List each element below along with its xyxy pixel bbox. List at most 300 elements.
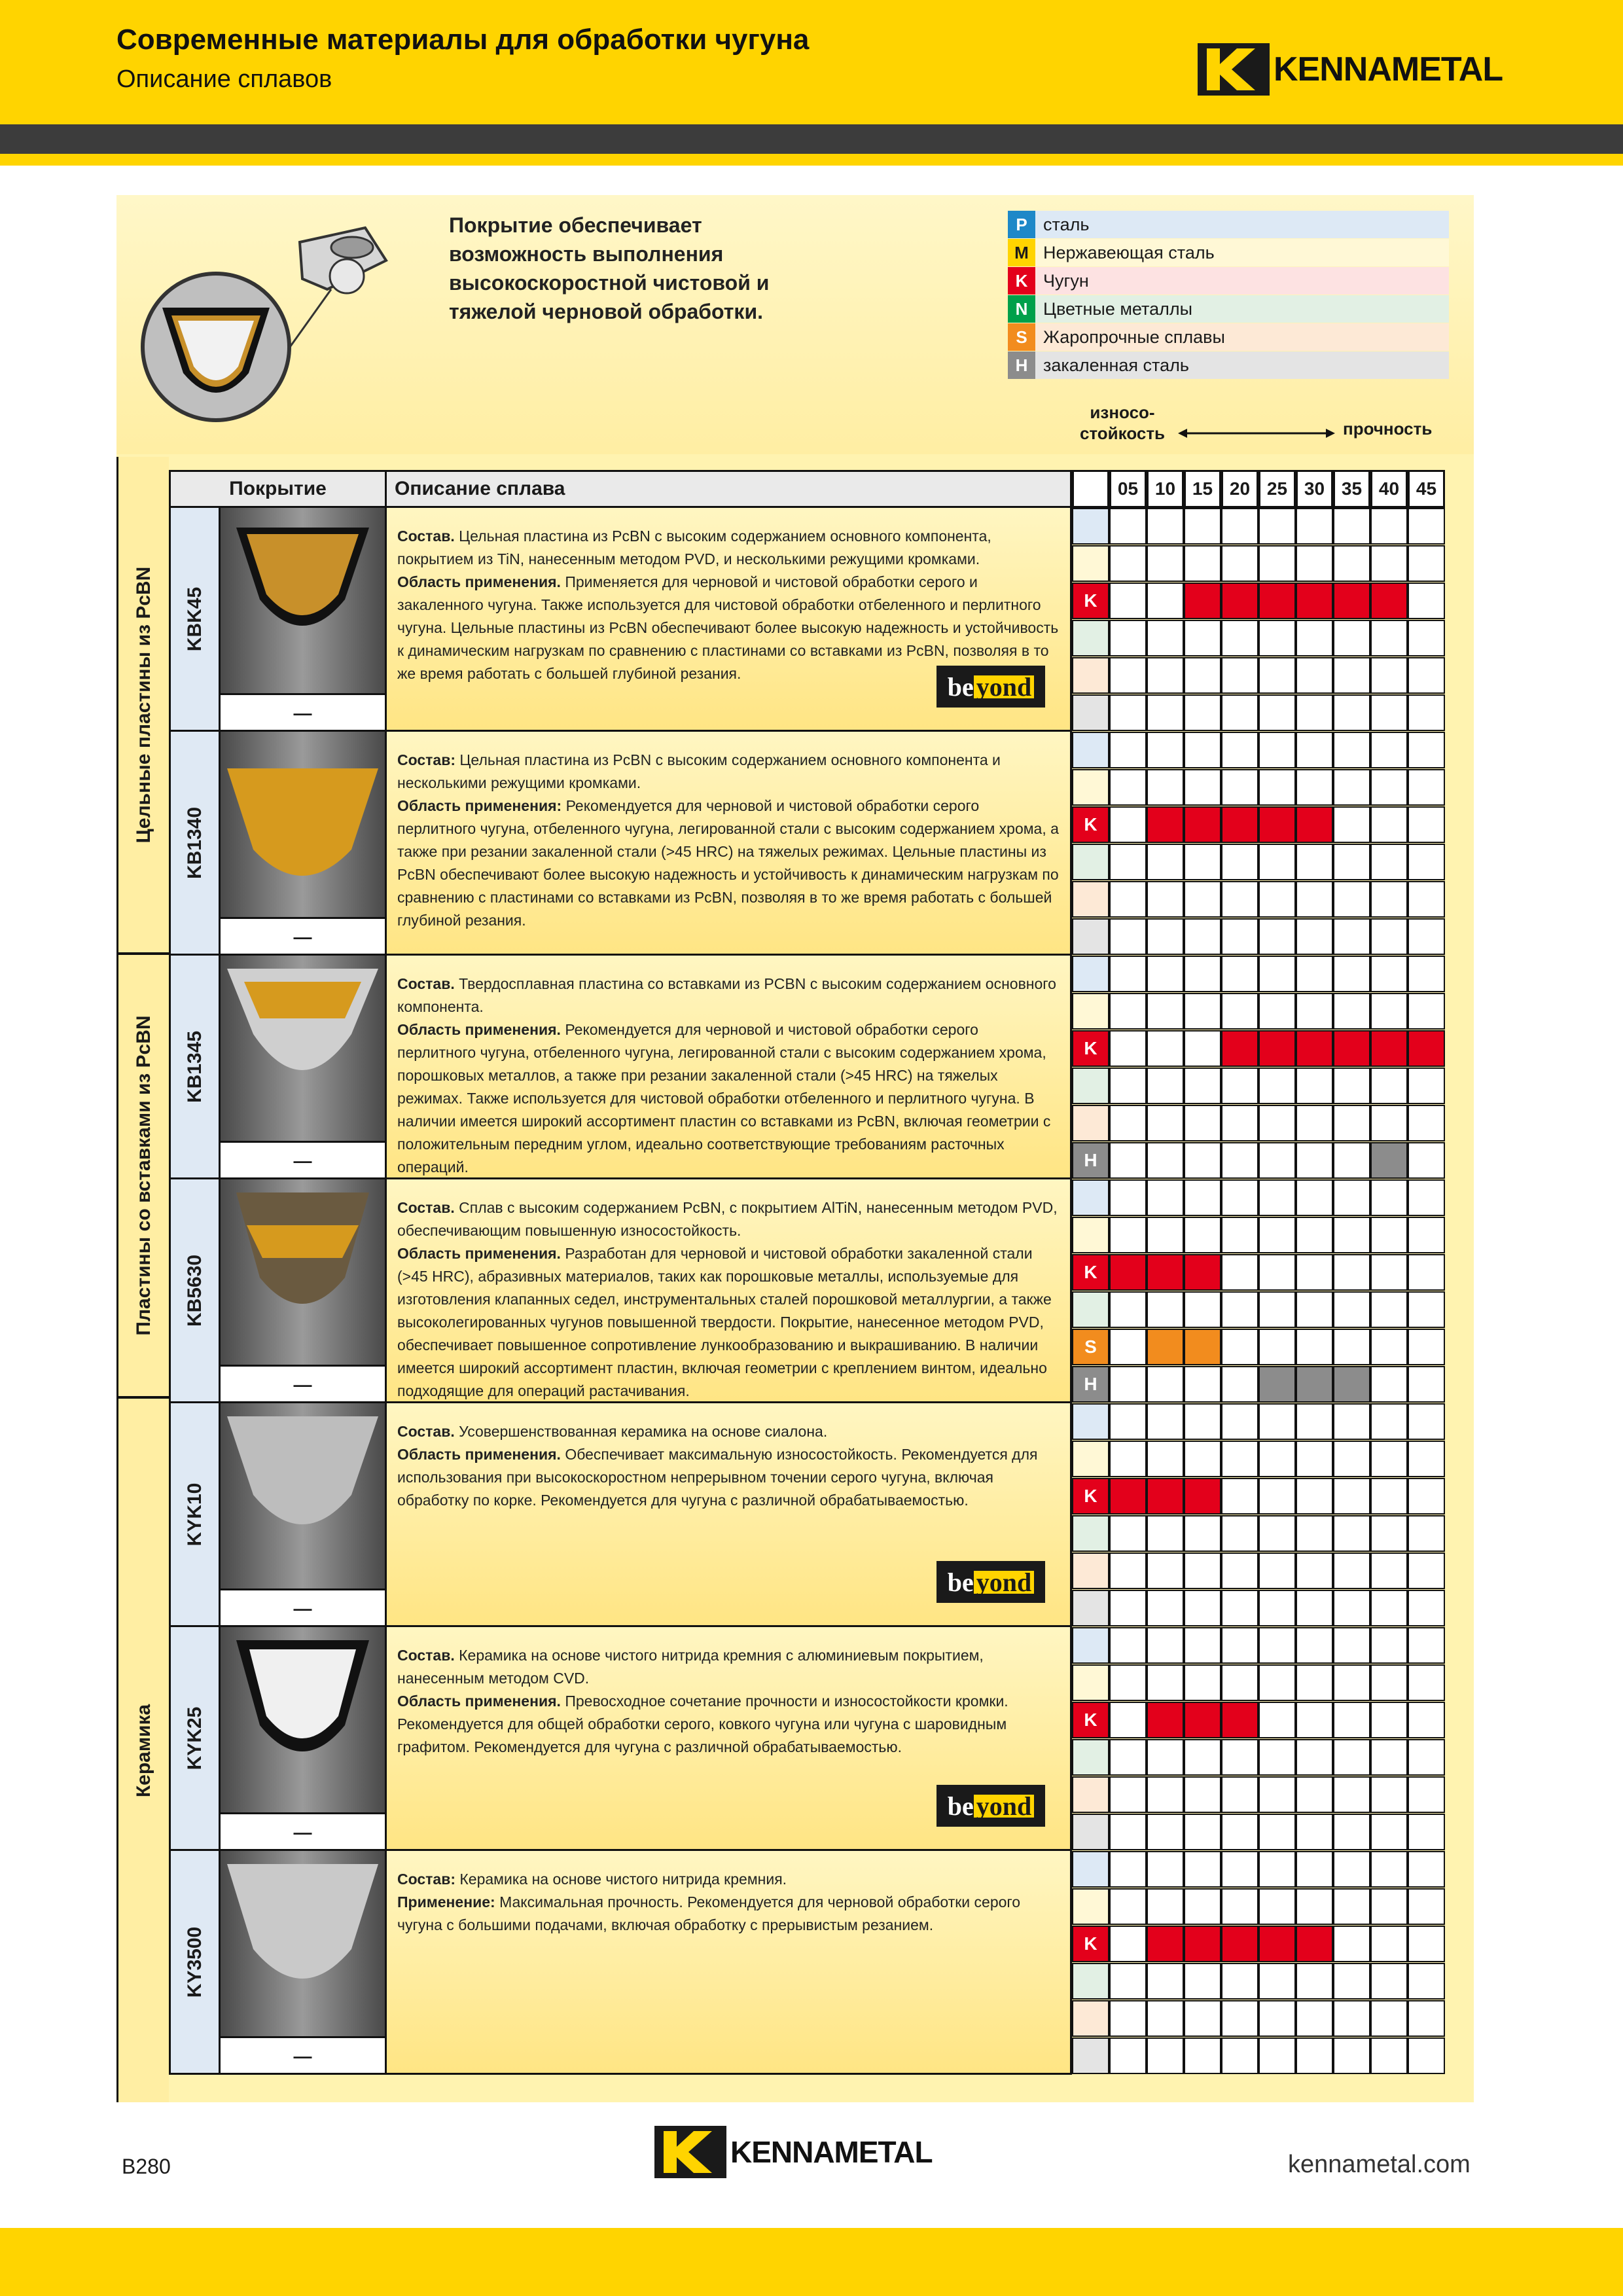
legend-label-m: Нержавеющая сталь — [1035, 239, 1449, 266]
grid-cell — [1109, 1739, 1147, 1776]
grid-cell — [1221, 1403, 1258, 1440]
section-ceramics — [116, 1397, 169, 2102]
grid-cell — [1109, 1963, 1147, 2000]
grid-cell — [1370, 956, 1408, 992]
grid-cell — [1258, 1888, 1296, 1925]
grid-cell — [1147, 2037, 1184, 2074]
grid-cell — [1296, 1254, 1333, 1291]
application-text: Максимальная прочность. Рекомендуется для черновой обработки серого чугуна с большими подачами, включая обработку с прерывистым резанием. — [397, 1893, 1021, 1933]
grid-cell — [1109, 620, 1147, 656]
grid-material-cell — [1072, 657, 1109, 694]
material-legend — [1008, 211, 1449, 380]
grid-cell — [1370, 918, 1408, 955]
grid-cell-filled — [1184, 1478, 1221, 1515]
legend-row-h — [1008, 351, 1449, 379]
coating-cell — [221, 732, 387, 954]
legend-row-n — [1008, 295, 1449, 323]
grid-cell — [1296, 657, 1333, 694]
grid-material-cell — [1072, 1814, 1109, 1850]
grid-cell — [1184, 732, 1221, 768]
grid-cell — [1370, 1179, 1408, 1216]
grade-description — [387, 956, 1070, 1177]
coating-cell — [221, 1851, 387, 2073]
grid-cell — [1147, 732, 1184, 768]
grid-material-cell — [1072, 993, 1109, 1030]
grid-cell — [1408, 1329, 1445, 1365]
grid-cell — [1370, 1552, 1408, 1589]
grid-cell — [1221, 844, 1258, 880]
grid-cell — [1147, 1627, 1184, 1664]
grid-cell — [1258, 545, 1296, 582]
grid-material-cell — [1072, 918, 1109, 955]
grid-cell — [1109, 1702, 1147, 1738]
grid-cell — [1333, 1814, 1370, 1850]
grid-cell — [1184, 1851, 1221, 1888]
legend-label-h: закаленная сталь — [1035, 351, 1449, 379]
application-label: Область применения. — [397, 1693, 565, 1710]
grid-cell — [1333, 1329, 1370, 1365]
grid-cell — [1370, 1403, 1408, 1440]
insert-edge-icon — [221, 1627, 385, 1812]
beyond-logo — [936, 1785, 1045, 1827]
grid-cell — [1370, 881, 1408, 918]
grade-row-kyk10 — [169, 1403, 1072, 1627]
grid-cell — [1184, 918, 1221, 955]
grid-cell — [1296, 1888, 1333, 1925]
grid-cell — [1408, 1664, 1445, 1701]
grid-cell — [1296, 1702, 1333, 1738]
grid-cell-filled — [1370, 1030, 1408, 1067]
grid-cell — [1109, 694, 1147, 731]
application-label: Область применения. — [397, 1446, 565, 1463]
grid-cell — [1333, 620, 1370, 656]
grid-cell — [1408, 694, 1445, 731]
grid-cell — [1370, 844, 1408, 880]
grid-cell — [1258, 620, 1296, 656]
grid-cell — [1370, 1851, 1408, 1888]
grade-description — [387, 508, 1070, 730]
grid-cell — [1147, 1105, 1184, 1141]
website-link[interactable]: kennametal.com — [1288, 2151, 1471, 2178]
grid-cell — [1258, 1590, 1296, 1626]
insert-cross-section-image — [221, 508, 385, 693]
grid-cell — [1408, 657, 1445, 694]
grid-cell — [1109, 1030, 1147, 1067]
grid-cell — [1221, 1067, 1258, 1104]
grid-material-badge: K — [1072, 1030, 1109, 1067]
grid-cell — [1109, 1105, 1147, 1141]
grid-cell — [1370, 1366, 1408, 1403]
grid-cell — [1147, 1403, 1184, 1440]
grid-material-cell — [1072, 2037, 1109, 2074]
grid-cell — [1184, 1963, 1221, 2000]
grid-cell-filled — [1258, 583, 1296, 619]
grid-cell-filled — [1221, 1702, 1258, 1738]
grid-cell — [1109, 1142, 1147, 1179]
brand-wordmark: KENNAMETAL — [730, 2135, 933, 2169]
grid-cell — [1370, 1590, 1408, 1626]
grid-cell — [1408, 1105, 1445, 1141]
coating-value: — — [221, 1588, 385, 1625]
grid-cell — [1109, 583, 1147, 619]
grid-cell — [1147, 545, 1184, 582]
grid-cell-filled — [1147, 1478, 1184, 1515]
grid-material-cell — [1072, 1217, 1109, 1253]
grid-cell — [1184, 1776, 1221, 1813]
grid-cell — [1296, 1403, 1333, 1440]
insert-edge-icon — [221, 1403, 385, 1588]
grid-cell — [1109, 1441, 1147, 1477]
composition-text: Керамика на основе чистого нитрида кремния с алюминиевым покрытием, нанесенным методом CVD. — [397, 1647, 984, 1687]
grid-cell — [1147, 1142, 1184, 1179]
grid-material-badge: K — [1072, 1478, 1109, 1515]
grid-cell — [1408, 2000, 1445, 2037]
grid-cell — [1258, 1814, 1296, 1850]
composition-label: Состав. — [397, 1423, 459, 1440]
grid-cell — [1221, 1105, 1258, 1141]
grade-name: KB5630 — [183, 1254, 205, 1327]
coating-cell — [221, 1179, 387, 1401]
grid-cell — [1221, 956, 1258, 992]
grid-cell — [1258, 1329, 1296, 1365]
grid-cell — [1221, 1590, 1258, 1626]
grid-cell — [1147, 657, 1184, 694]
grid-cell — [1147, 881, 1184, 918]
grid-cell — [1370, 1217, 1408, 1253]
legend-label-n: Цветные металлы — [1035, 295, 1449, 323]
grid-col-label: 30 — [1296, 470, 1333, 508]
grid-cell — [1370, 1254, 1408, 1291]
description-text — [397, 1420, 1061, 1512]
grid-cell — [1333, 2037, 1370, 2074]
grid-cell — [1370, 1067, 1408, 1104]
double-arrow-icon — [1178, 427, 1335, 440]
application-label: Область применения. — [397, 573, 565, 590]
grid-cell — [1258, 1403, 1296, 1440]
grid-cell — [1333, 1926, 1370, 1962]
coating-value: — — [221, 917, 385, 954]
grade-name-cell — [171, 1179, 221, 1401]
grid-cell — [1370, 1888, 1408, 1925]
beyond-logo-text: be — [947, 1567, 974, 1597]
composition-text: Твердосплавная пластина со вставками из PCBN с высоким содержанием основного компонента. — [397, 975, 1056, 1015]
composition-label: Состав. — [397, 1199, 459, 1216]
grid-cell — [1408, 732, 1445, 768]
grid-cell — [1408, 1142, 1445, 1179]
grid-cell — [1221, 1739, 1258, 1776]
grid-material-cell — [1072, 1739, 1109, 1776]
grid-cell — [1296, 2037, 1333, 2074]
grid-cell — [1408, 1441, 1445, 1477]
grid-cell — [1147, 1366, 1184, 1403]
grid-cell — [1370, 1814, 1408, 1850]
grid-cell — [1258, 694, 1296, 731]
grid-cell-filled — [1221, 1926, 1258, 1962]
grid-cell — [1184, 1142, 1221, 1179]
grid-material-cell — [1072, 1888, 1109, 1925]
grid-cell — [1408, 545, 1445, 582]
grid-cell — [1408, 1888, 1445, 1925]
grid-cell — [1296, 545, 1333, 582]
grid-col-label: 10 — [1147, 470, 1184, 508]
grid-cell — [1408, 1739, 1445, 1776]
grid-cell — [1147, 1814, 1184, 1850]
grid-cell — [1296, 993, 1333, 1030]
grid-cell — [1333, 956, 1370, 992]
grid-cell — [1221, 993, 1258, 1030]
grid-cell — [1109, 806, 1147, 843]
page-number: B280 — [122, 2155, 171, 2178]
grade-row-kb1345 — [169, 956, 1072, 1179]
grid-cell — [1221, 2000, 1258, 2037]
grid-cell-filled — [1184, 1926, 1221, 1962]
coating-cell — [221, 1627, 387, 1849]
composition-text: Сплав с высоким содержанием PcBN, с покрытием AlTiN, нанесенным методом PVD, обеспечивающим повышенную износостойкость. — [397, 1199, 1058, 1239]
grid-material-cell — [1072, 769, 1109, 806]
grid-cell — [1258, 1254, 1296, 1291]
grid-cell — [1109, 657, 1147, 694]
grid-cell — [1333, 1441, 1370, 1477]
grid-cell-filled — [1296, 1366, 1333, 1403]
composition-text: Цельная пластина из PcBN с высоким содержанием основного компонента, покрытием из TiN, нанесенным методом PVD, и несколькими режущими кромками. — [397, 528, 991, 567]
grid-col-label: 20 — [1221, 470, 1258, 508]
grid-cell — [1109, 2037, 1147, 2074]
grid-cell — [1296, 1627, 1333, 1664]
grade-name-cell — [171, 956, 221, 1177]
grid-cell — [1333, 1179, 1370, 1216]
grid-material-cell — [1072, 1776, 1109, 1813]
grid-cell — [1221, 918, 1258, 955]
grid-cell — [1258, 1702, 1296, 1738]
grid-cell — [1370, 2000, 1408, 2037]
grid-material-badge: H — [1072, 1142, 1109, 1179]
header-coating: Покрытие — [171, 472, 387, 506]
grid-cell — [1408, 1963, 1445, 2000]
grid-cell — [1147, 1739, 1184, 1776]
grid-cell — [1333, 1552, 1370, 1589]
grid-cell — [1333, 1105, 1370, 1141]
grid-cell — [1109, 1776, 1147, 1813]
legend-badge-h: H — [1008, 351, 1035, 379]
grid-cell — [1333, 1515, 1370, 1552]
grid-cell — [1221, 1963, 1258, 2000]
composition-label: Состав: — [397, 751, 460, 768]
brand-wordmark: KENNAMETAL — [1274, 50, 1503, 88]
grid-material-badge: K — [1072, 1254, 1109, 1291]
section-label: Цельные пластины из PcBN — [132, 566, 154, 843]
grid-cell — [1221, 657, 1258, 694]
beyond-logo-text: yond — [974, 1571, 1035, 1594]
application-text: Превосходное сочетание прочности и износостойкости кромки. Рекомендуется для общей обработки серого, ковкого чугуна или чугуна с шаровидным графитом. Рекомендуется для чугуна с различной обрабатываемостью. — [397, 1693, 1008, 1755]
description-text — [397, 1868, 1061, 1937]
grid-cell — [1184, 1067, 1221, 1104]
grid-cell-filled — [1109, 1254, 1147, 1291]
grid-cell — [1221, 1441, 1258, 1477]
application-label: Область применения. — [397, 1245, 565, 1262]
composition-label: Состав. — [397, 975, 459, 992]
grid-cell — [1370, 508, 1408, 545]
composition-label: Состав. — [397, 1647, 459, 1664]
grade-name-cell — [171, 1403, 221, 1625]
grid-cell — [1296, 1963, 1333, 2000]
grid-cell — [1109, 918, 1147, 955]
grid-cell — [1408, 2037, 1445, 2074]
grid-cell — [1184, 694, 1221, 731]
grid-cell — [1147, 956, 1184, 992]
grid-cell — [1408, 1702, 1445, 1738]
grid-cell — [1184, 2000, 1221, 2037]
application-text: Обеспечивает максимальную износостойкость. Рекомендуется для использования при высокоскоростном непрерывном точении серого чугуна, включая обработку по корке. Рекомендуется для чугуна с различной обрабатываемостью. — [397, 1446, 1038, 1509]
section-label: Пластины со вставками из PcBN — [132, 1015, 154, 1336]
grid-material-cell — [1072, 1590, 1109, 1626]
insert-cross-section-image — [221, 1179, 385, 1365]
grid-cell — [1184, 1814, 1221, 1850]
insert-edge-icon — [221, 1179, 385, 1365]
grid-cell — [1408, 1067, 1445, 1104]
grid-cell — [1408, 806, 1445, 843]
application-label: Область применения: — [397, 797, 566, 814]
grid-cell — [1370, 732, 1408, 768]
insert-illustration — [131, 216, 393, 432]
grid-cell — [1109, 732, 1147, 768]
grid-col-label: 40 — [1370, 470, 1408, 508]
grid-cell — [1258, 1478, 1296, 1515]
grid-cell — [1333, 918, 1370, 955]
grid-cell — [1109, 1217, 1147, 1253]
grid-cell — [1296, 1329, 1333, 1365]
grid-cell — [1184, 508, 1221, 545]
grid-cell — [1147, 993, 1184, 1030]
grid-cell — [1147, 1552, 1184, 1589]
grid-cell — [1147, 1441, 1184, 1477]
grid-cell — [1258, 769, 1296, 806]
grid-material-badge: K — [1072, 806, 1109, 843]
grid-cell — [1184, 1888, 1221, 1925]
legend-label-s: Жаропрочные сплавы — [1035, 323, 1449, 351]
grid-cell — [1221, 1291, 1258, 1328]
grid-cell — [1109, 993, 1147, 1030]
coating-value: — — [221, 2036, 385, 2073]
grid-cell — [1221, 1142, 1258, 1179]
application-label: Область применения. — [397, 1021, 565, 1038]
grid-cell — [1184, 844, 1221, 880]
insert-cross-section-image — [221, 1627, 385, 1812]
page-subtitle: Описание сплавов — [116, 65, 332, 93]
grid-cell — [1147, 1963, 1184, 2000]
grid-cell — [1333, 1142, 1370, 1179]
grid-cell — [1370, 1329, 1408, 1365]
grid-cell — [1258, 732, 1296, 768]
legend-label-k: Чугун — [1035, 267, 1449, 295]
grid-cell-filled — [1370, 583, 1408, 619]
grid-material-cell — [1072, 1179, 1109, 1216]
grid-cell — [1184, 881, 1221, 918]
grid-cell-filled — [1184, 583, 1221, 619]
grid-cell — [1370, 1627, 1408, 1664]
grid-cell — [1147, 844, 1184, 880]
grid-cell — [1221, 1254, 1258, 1291]
grid-cell — [1147, 918, 1184, 955]
grid-cell — [1370, 1478, 1408, 1515]
grid-cell — [1258, 2037, 1296, 2074]
grid-cell — [1184, 1552, 1221, 1589]
grid-material-badge: K — [1072, 583, 1109, 619]
grid-cell — [1296, 1217, 1333, 1253]
grade-name-cell — [171, 1851, 221, 2073]
grid-cell — [1184, 1739, 1221, 1776]
grid-cell — [1221, 1776, 1258, 1813]
grid-cell — [1184, 657, 1221, 694]
insert-edge-icon — [221, 508, 385, 693]
grid-cell-filled — [1258, 1926, 1296, 1962]
composition-label: Состав. — [397, 528, 459, 545]
grid-cell — [1109, 1179, 1147, 1216]
grid-material-cell — [1072, 1664, 1109, 1701]
grid-material-cell — [1072, 881, 1109, 918]
grade-name-cell — [171, 1627, 221, 1849]
grid-cell — [1221, 2037, 1258, 2074]
beyond-logo-text: yond — [974, 1795, 1035, 1818]
beyond-logo — [936, 1561, 1045, 1603]
grid-cell-filled — [1258, 1030, 1296, 1067]
grade-description — [387, 1179, 1070, 1401]
grid-cell — [1296, 1552, 1333, 1589]
grid-material-badge: S — [1072, 1329, 1109, 1365]
grid-cell — [1333, 508, 1370, 545]
grid-cell — [1296, 1179, 1333, 1216]
description-text — [397, 749, 1061, 932]
beyond-logo — [936, 666, 1045, 708]
grid-cell — [1408, 1217, 1445, 1253]
grid-cell — [1408, 1814, 1445, 1850]
grid-cell — [1333, 806, 1370, 843]
grid-material-cell — [1072, 694, 1109, 731]
description-text — [397, 1196, 1061, 1403]
grid-cell — [1258, 508, 1296, 545]
grid-cell — [1370, 545, 1408, 582]
grid-cell — [1184, 2037, 1221, 2074]
description-text — [397, 525, 1061, 685]
grid-cell — [1221, 1515, 1258, 1552]
grid-cell — [1184, 1105, 1221, 1141]
grid-cell — [1147, 1664, 1184, 1701]
grid-cell-filled — [1147, 1702, 1184, 1738]
legend-badge-m: M — [1008, 239, 1035, 266]
grid-cell — [1333, 545, 1370, 582]
header-stripe — [0, 124, 1623, 154]
section-solid-pcbn — [116, 457, 169, 954]
legend-badge-n: N — [1008, 295, 1035, 323]
grid-cell — [1333, 881, 1370, 918]
grid-cell — [1296, 881, 1333, 918]
grid-cell-filled — [1221, 1030, 1258, 1067]
grid-cell — [1370, 1739, 1408, 1776]
grid-cell — [1147, 583, 1184, 619]
grid-cell — [1408, 1366, 1445, 1403]
beyond-logo-text: yond — [974, 675, 1035, 698]
grade-name: KBK45 — [183, 586, 205, 651]
grid-cell — [1258, 1963, 1296, 2000]
grid-cell — [1296, 508, 1333, 545]
grid-material-cell — [1072, 1291, 1109, 1328]
coating-value: — — [221, 1812, 385, 1849]
grid-cell — [1333, 657, 1370, 694]
grid-cell — [1147, 1291, 1184, 1328]
grid-cell — [1258, 657, 1296, 694]
grid-cell — [1184, 1515, 1221, 1552]
grid-cell — [1370, 1291, 1408, 1328]
grade-row-kb5630 — [169, 1179, 1072, 1403]
